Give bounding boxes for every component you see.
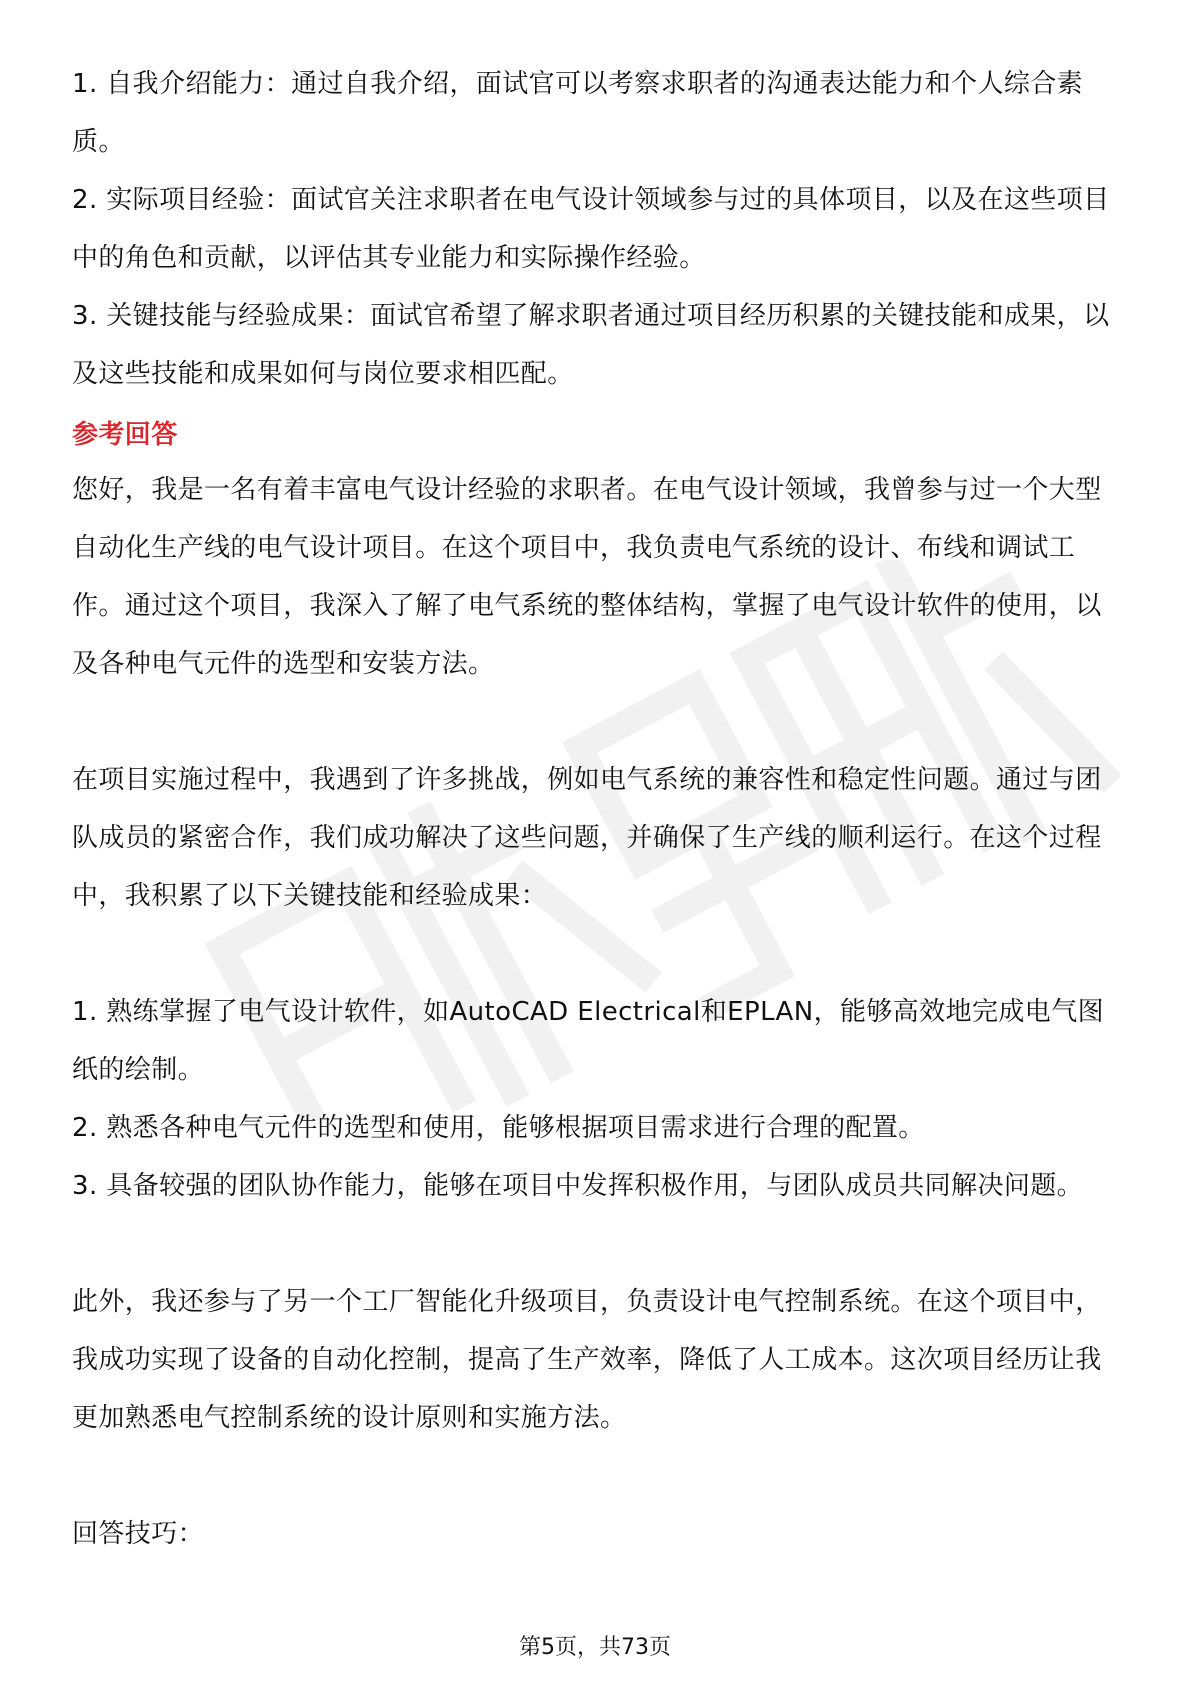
answer-paragraph: 此外，我还参与了另一个工厂智能化升级项目，负责设计电气控制系统。在这个项目中，我成功实现了设备的自动化控制，提高了生产效率，降低了人工成本。这次项目经历让我更加熟悉电气控制系统的设计原则和实施方法。: [72, 1287, 1102, 1433]
document-body: [72, 55, 1122, 1563]
answer-paragraph: 在项目实施过程中，我遇到了许多挑战，例如电气系统的兼容性和稳定性问题。通过与团队成员的紧密合作，我们成功解决了这些问题，并确保了生产线的顺利运行。在这个过程中，我积累了以下关键技能和经验成果：: [72, 765, 1102, 911]
list-item: 2. 实际项目经验：面试官关注求职者在电气设计领域参与过的具体项目，以及在这些项目中的角色和贡献，以评估其专业能力和实际操作经验。: [72, 185, 1110, 273]
page-number-footer: 第5页，共73页: [519, 1635, 671, 1660]
skills-list: [72, 983, 1122, 1215]
list-item: 1. 自我介绍能力：通过自我介绍，面试官可以考察求职者的沟通表达能力和个人综合素质。: [72, 69, 1084, 157]
section-heading-answer-tips: 回答技巧：: [72, 1519, 205, 1549]
list-item: 3. 具备较强的团队协作能力，能够在项目中发挥积极作用，与团队成员共同解决问题。: [72, 1171, 1084, 1201]
answer-section: [72, 461, 1122, 1563]
answer-paragraph: 您好，我是一名有着丰富电气设计经验的求职者。在电气设计领域，我曾参与过一个大型自动化生产线的电气设计项目。在这个项目中，我负责电气系统的设计、布线和调试工作。通过这个项目，我深入了解了电气系统的整体结构，掌握了电气设计软件的使用，以及各种电气元件的选型和安装方法。: [72, 475, 1102, 679]
intro-points-list: [72, 55, 1122, 403]
list-item: 3. 关键技能与经验成果：面试官希望了解求职者通过项目经历积累的关键技能和成果，以及这些技能和成果如何与岗位要求相匹配。: [72, 301, 1110, 389]
section-heading-reference-answer: 参考回答: [72, 420, 178, 450]
list-item: 2. 熟悉各种电气元件的选型和使用，能够根据项目需求进行合理的配置。: [72, 1113, 925, 1143]
list-item: 1. 熟练掌握了电气设计软件，如AutoCAD Electrical和EPLAN，能够高效地完成电气图纸的绘制。: [72, 997, 1104, 1085]
